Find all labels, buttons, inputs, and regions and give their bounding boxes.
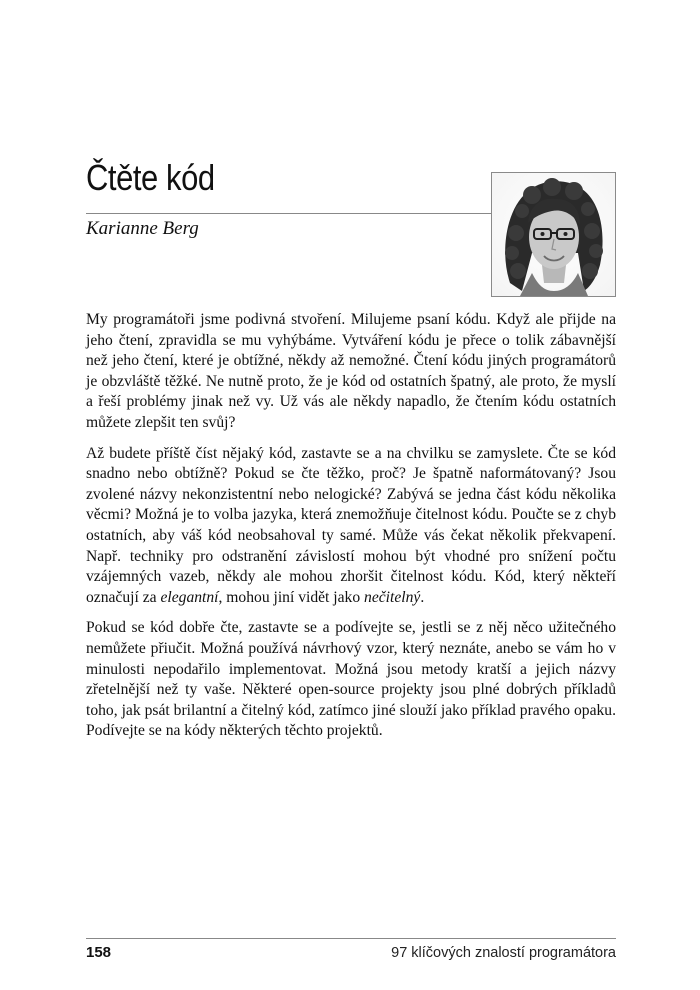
title-divider [86,213,491,214]
paragraph-3: Pokud se kód dobře čte, zastavte se a podívejte se, jestli se z něj něco užitečného nemůžete přiučit. Možná používá návrhový vzor, který neznáte, anebo se vám ho v minulosti nepodařilo implementovat. Možná jsou metody kratší a jejich názvy zřetelnější než ty vaše. Některé open-source projekty jsou plné dobrých příkladů toho, jak psát brilantní a čitelný kód, zatímco jiné slouží jako příklad pravého opaku. Podívejte se na kódy některých těchto projektů. [86,619,616,740]
author-photo [491,172,616,297]
paragraph-2-text-middle: , mohou jiní vidět jako [218,588,365,606]
footer-divider [86,938,616,939]
paragraph-2-text-start: Až budete příště číst nějaký kód, zastavte se a na chvilku se zamyslete. Čte se kód snadno nebo obtížně? Pokud se čte těžko, proč? Je špatně naformátovaný? Jsou zvolené názvy nekonzistentní nebo nelogické? Zabývá se jedna část kódu několika věcmi? Možná je to volba jazyka, která znemožňuje čitelnost kódu. Poučte se z chyb ostatních, aby váš kód neobsahoval ty samé. Může vás čekat několik překvapení. Např. techniky pro odstranění závislostí mohou být vhodné pro snížení počtu vzájemných vazeb, někdy ale mohou zhoršit čitelnost kódu. Kód, který někteří označují za [86,444,616,606]
article-body [86,310,616,752]
paragraph-2-text-end: . [420,588,425,606]
author-name: Karianne Berg [86,218,199,239]
paragraph-1: My programátoři jsme podivná stvoření. Milujeme psaní kódu. Když ale přijde na jeho čtení, zpravidla se mu vyhýbáme. Vytváření kódu je přece o tolik zábavnější než jeho čtení, které je obtížné, někdy až nemožné. Čtení kódu jiných programátorů je obzvláště těžké. Ne nutně proto, že je kód od ostatních špatný, ale proto, že myslí a řeší problémy jinak než vy. Už vás ale někdy napadlo, že čtením kódu ostatních můžete zlepšit ten svůj? [86,311,616,431]
author-portrait-image [492,173,615,296]
book-title: 97 klíčových znalostí programátora [391,945,616,961]
page-title: Čtěte kód [86,157,215,198]
emphasis-elegant: elegantní [160,588,219,606]
paragraph-2 [86,444,616,609]
page-number: 158 [86,944,112,961]
emphasis-unreadable: nečitelný [364,588,421,606]
